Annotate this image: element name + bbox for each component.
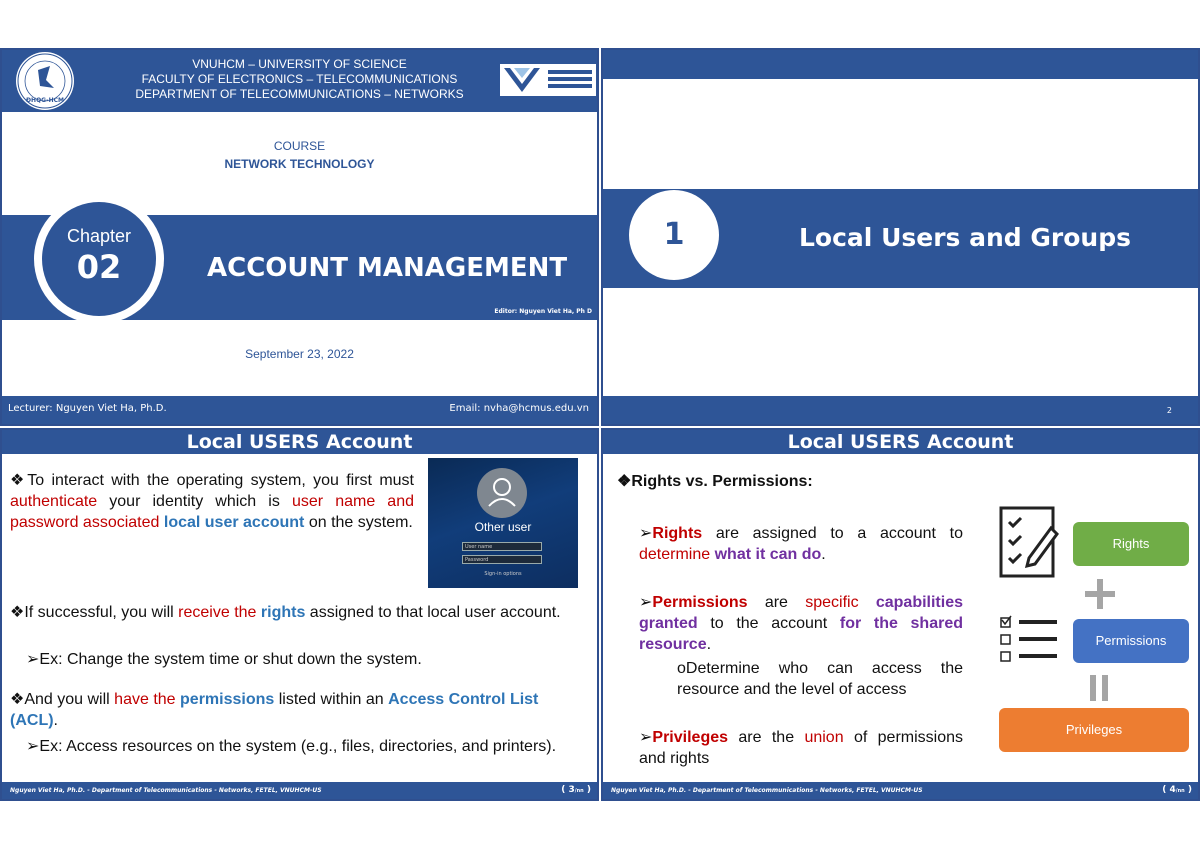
header-line-3: DEPARTMENT OF TELECOMMUNICATIONS – NETWORKS: [135, 87, 464, 101]
slide1-footer: [2, 396, 597, 424]
slide3-footer: [2, 782, 597, 799]
slide4-title: Local USERS Account: [603, 430, 1198, 454]
slide-local-users: [0, 428, 599, 801]
bullet-rights-def: ➢Rights are assigned to a account to determine what it can do.: [639, 525, 963, 563]
login-caption: Other user: [474, 520, 532, 534]
slide3-footer-text: Nguyen Viet Ha, Ph.D. - Department of Telecommunications - Networks, FETEL, VNUHCM-US: [10, 787, 322, 794]
slide-rights-permissions: [601, 428, 1200, 801]
slide4-page-suffix: /nn: [1175, 788, 1185, 794]
login-screenshot: [428, 458, 578, 588]
lecturer-email: Email: nvha@hcmus.edu.vn: [449, 403, 589, 414]
slide1-title: ACCOUNT MANAGEMENT: [207, 253, 568, 283]
bullet-permissions: ❖And you will have the permissions listed within an Access Control List (ACL).: [10, 691, 539, 729]
plus-icon: [1083, 577, 1117, 611]
bullet-rights: ❖If successful, you will receive the rights assigned to that local user account.: [10, 604, 561, 621]
header-line-1: VNUHCM – UNIVERSITY OF SCIENCE: [192, 57, 407, 71]
rights-box: Rights: [1073, 522, 1189, 566]
course-label: COURSE: [273, 139, 326, 153]
sign-in-options-link[interactable]: Sign-in options: [484, 571, 522, 577]
slide2-footer: [603, 396, 1198, 424]
slide4-footer: [603, 782, 1198, 799]
section-title: Local Users and Groups: [799, 223, 1131, 252]
header-line-2: FACULTY OF ELECTRONICS – TELECOMMUNICATIONS: [141, 72, 458, 86]
user-avatar-icon: [477, 468, 527, 518]
slide1-date: September 23, 2022: [245, 347, 354, 361]
slide4-heading: ❖Rights vs. Permissions:: [617, 473, 813, 490]
heading-text: Rights vs. Permissions:: [631, 473, 813, 490]
login-username-field[interactable]: User name: [462, 542, 542, 551]
sub-bullet-acl-example: ➢Ex: Access resources on the system (e.g., files, directories, and printers).: [26, 738, 557, 755]
slide1-header: [2, 50, 597, 112]
slide2-top-bar: [603, 50, 1198, 79]
chapter-badge: [42, 202, 156, 316]
slide-title: [0, 48, 599, 426]
bullet-privileges-def: ➢Privileges are the union of permissions and rights: [639, 729, 963, 767]
slide3-title: Local USERS Account: [2, 430, 597, 454]
faculty-logo-icon: [500, 64, 596, 96]
slide3-page: 3: [568, 785, 575, 795]
slide3-page-number: ( 3/nn ): [561, 785, 591, 795]
slide4-page: 4: [1169, 785, 1176, 795]
course-name: NETWORK TECHNOLOGY: [224, 157, 375, 171]
section-number: 1: [663, 217, 685, 252]
slide3-page-suffix: /nn: [574, 788, 584, 794]
slide-section: [601, 48, 1200, 426]
lecturer-name: Lecturer: Nguyen Viet Ha, Ph.D.: [8, 403, 167, 414]
slide4-page-number: ( 4/nn ): [1162, 785, 1192, 795]
checklist-lines-icon: [999, 614, 1061, 664]
chapter-number: 02: [76, 248, 122, 286]
slide2-page: 2: [1166, 406, 1172, 415]
seal-text: ĐHQG-HCM: [26, 97, 64, 104]
chapter-label: Chapter: [66, 226, 132, 246]
permissions-box: Permissions: [1073, 619, 1189, 663]
slide4-footer-text: Nguyen Viet Ha, Ph.D. - Department of Telecommunications - Networks, FETEL, VNUHCM-US: [611, 787, 923, 794]
section-number-circle: [629, 190, 719, 280]
login-password-field[interactable]: Password: [462, 555, 542, 564]
checklist-pencil-icon: [999, 506, 1059, 580]
equals-icon: [1088, 675, 1110, 701]
bullet-authenticate: ❖To interact with the operating system, you first must authenticate your identity which is user name and password associated local user account on the system.: [10, 472, 415, 531]
privileges-box: Privileges: [999, 708, 1189, 752]
bullet-permissions-def: ➢Permissions are specific capabilities granted to the account for the shared resource.: [639, 594, 964, 653]
sub-bullet-access: oDetermine who can access the resource and the level of access: [677, 660, 963, 698]
sub-bullet-rights-example: ➢Ex: Change the system time or shut down the system.: [26, 651, 422, 668]
editor-credit: Editor: Nguyen Viet Ha, Ph D: [494, 308, 592, 315]
